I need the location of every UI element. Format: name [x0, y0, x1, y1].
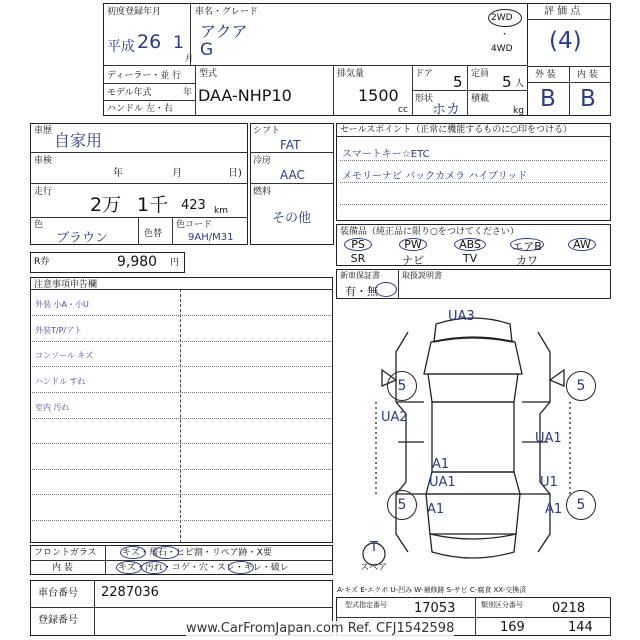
equip-sr: SR [350, 252, 366, 265]
note-2: 外装T/P/アト [35, 326, 83, 335]
damage-legend: A-キズ E-エクボ U-凹み W-補修跡 S-サビ C-腐食 XX-交換済 [337, 586, 527, 594]
recycle-unit: 円 [170, 258, 180, 268]
shift: FAT [280, 138, 301, 152]
manual-label: 取扱説明書 [402, 271, 442, 280]
doors: 5 [453, 73, 463, 91]
inspection-month-unit: 月 [172, 168, 182, 179]
notes-box [30, 277, 333, 543]
mileage-label: 走行 [34, 187, 53, 197]
score-label: 評 価 点 [544, 6, 581, 17]
damage-mark-ua1-right: UA1 [535, 431, 562, 446]
damage-mark-a1-center: A1 [432, 457, 450, 472]
damage-mark-ua2: UA2 [381, 410, 408, 425]
inspection-year-unit: 年 [113, 168, 123, 179]
score-value: (4) [549, 28, 582, 54]
handle-label: ハンドル 左・右 [107, 104, 173, 114]
equip-abs: ABS [459, 238, 481, 251]
sales-point-2: メモリーナビ バックカメラ ハイブリッド [342, 171, 528, 182]
equip-pw: PW [404, 238, 422, 251]
doors-label: ドア [415, 69, 433, 79]
carname-label: 車名・グレード [195, 7, 259, 17]
capacity: 5 [502, 73, 512, 91]
type-label: 型式 [199, 69, 218, 79]
color-label: 色 [34, 220, 44, 230]
equip-navi: ナビ [402, 254, 424, 267]
displacement: 1500 [358, 86, 399, 105]
equip-tv: TV [462, 252, 478, 265]
km-unit: km [214, 206, 228, 216]
damage-mark-a1-left: A1 [427, 502, 445, 517]
note-5: 室内 汚れ [35, 403, 70, 412]
num-2: 144 [568, 620, 593, 635]
exterior-label: 外 装 [535, 70, 556, 80]
front-glass-label: フロントガラス [34, 548, 97, 558]
equip-airbag: エアB [512, 240, 542, 253]
warranty-circle [375, 282, 397, 297]
damage-diagram [336, 302, 611, 575]
damage-mark-u1: U1 [540, 475, 558, 490]
recycle-amount: 9,980 [117, 254, 158, 270]
watermark: www.CarFromJapan.com Ref. CFJ1542598 [186, 621, 455, 636]
color-code-label: 色コード [176, 220, 213, 230]
chassis-label: 車台番号 [38, 588, 78, 599]
color-change-label: 色替 [144, 229, 163, 239]
tire-rear-right: 5 [566, 490, 596, 520]
interior-cond-label: 内 装 [52, 563, 73, 573]
interior-cond-value: キズ・汚れ・コゲ・穴・スレ・キレ・破レ [118, 563, 289, 573]
note-3: コンソール キズ [35, 351, 94, 360]
shape: ホカ [432, 102, 460, 118]
capacity-unit: 人 [515, 79, 525, 89]
era: 平成 [107, 39, 135, 55]
spare-label: スペア [360, 563, 388, 573]
usage-label: 車歴 [34, 126, 53, 136]
class-number: 0218 [552, 601, 586, 616]
glass-circle-2 [153, 546, 179, 559]
month-unit: 月 [185, 54, 193, 63]
note-4: ハンドル すれ [35, 377, 86, 386]
model-code: DAA-NHP10 [198, 86, 292, 105]
reg-number-label: 登録番号 [38, 615, 78, 626]
mileage-sen: 1千 [137, 194, 169, 216]
notes-label: 注意事項申告欄 [34, 280, 98, 290]
inspection-label: 車検 [34, 156, 53, 166]
chassis-number: 2287036 [101, 585, 159, 600]
exterior-score: B [540, 86, 556, 112]
displacement-label: 排気量 [337, 69, 365, 79]
car-name: アクア [200, 22, 248, 41]
warranty-label: 新車保証書 [340, 271, 380, 280]
equip-leather: カワ [516, 254, 538, 267]
usage: 自家用 [54, 131, 103, 150]
model-year-unit: 年 [183, 88, 193, 98]
recycle-label: R券 [34, 257, 50, 267]
glass-circle-1 [120, 546, 146, 559]
damage-mark-a1-right: A1 [545, 502, 563, 517]
tire-rear-left: 5 [387, 490, 417, 520]
capacity-label: 定員 [471, 69, 490, 79]
recycle-box [30, 252, 185, 273]
shift-label: シフト [253, 126, 281, 136]
drive-2wd: 2WD [491, 13, 513, 23]
color: ブラウン [56, 231, 109, 246]
model-year-label: モデル年式 [107, 88, 152, 98]
interior-circle-2 [141, 561, 167, 574]
equipment-label: 装備品（純正品に限り○をつけてください） [340, 227, 519, 237]
damage-mark-ua1-center: UA1 [429, 475, 456, 490]
damage-mark-ua3: UA3 [448, 309, 475, 324]
warranty-value: 有・無 [345, 285, 378, 298]
car-outline [336, 302, 611, 575]
note-1: 外装 小A・小U [35, 300, 89, 309]
interior-circle-3 [228, 561, 254, 574]
mileage-man: 2万 [90, 194, 122, 216]
cc-unit: cc [398, 105, 408, 115]
aircon-label: 冷房 [253, 156, 272, 166]
front-glass-value: キズ・飛石・ヒビ割・リペア跡・X要 [122, 548, 272, 558]
fuel: その他 [272, 211, 312, 226]
mileage-rest: 423 [181, 198, 206, 213]
sales-points-label: セールスポイント（正常に機能するものに○印をつける） [340, 125, 573, 135]
sales-point-1: スマートキー☆ETC [342, 149, 430, 160]
reg-year: 26 [137, 31, 162, 53]
equip-ps: PS [351, 238, 365, 251]
interior-circle-1 [116, 561, 142, 574]
class-label: 類別区分番号 [481, 601, 523, 609]
interior-score: B [580, 86, 596, 112]
dealer-label: ディーラー・並 行 [107, 71, 182, 81]
drive-sep: ・ [500, 30, 510, 40]
kg-unit: kg [513, 106, 524, 116]
first-reg-label: 初度登録年月 [107, 7, 162, 17]
type-cert: 17053 [414, 601, 456, 616]
drive-4wd: 4WD [491, 44, 513, 54]
interior-label: 内 装 [577, 70, 598, 80]
fuel-label: 燃料 [253, 187, 272, 197]
tire-front-right: 5 [566, 371, 596, 401]
spare-tire-mark: T [370, 540, 378, 555]
reg-month: 1 [173, 33, 184, 53]
shape-label: 形状 [415, 94, 434, 104]
tire-front-left: 5 [387, 371, 417, 401]
type-cert-label: 型式指定番号 [345, 601, 387, 609]
num-1: 169 [500, 620, 525, 635]
equip-aw: AW [573, 238, 591, 251]
payload-label: 積載 [471, 94, 490, 104]
aircon: AAC [280, 168, 305, 182]
car-grade: G [200, 40, 214, 60]
color-code: 9AH/M31 [188, 232, 234, 243]
inspection-day-unit: 日) [228, 168, 242, 179]
